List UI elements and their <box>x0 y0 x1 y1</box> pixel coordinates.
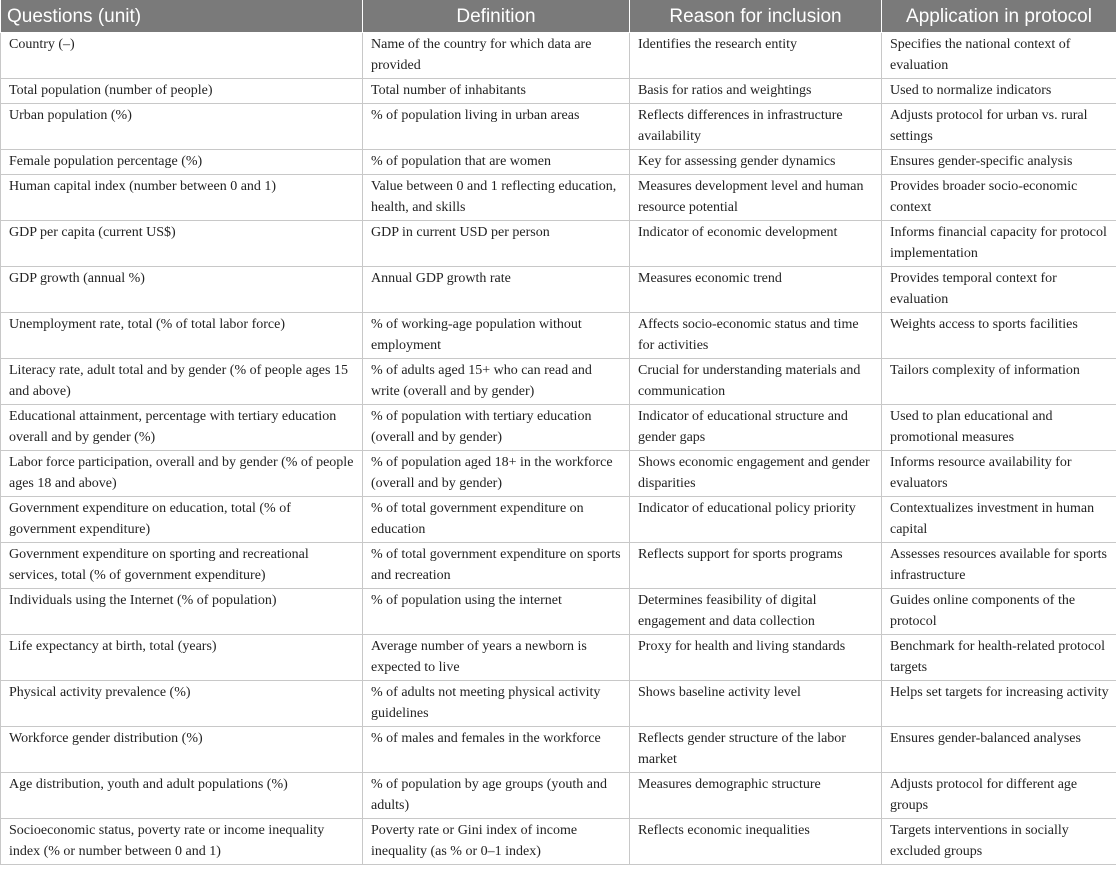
cell-reason: Affects socio-economic status and time for activities <box>630 313 882 359</box>
cell-question: Human capital index (number between 0 and 1) <box>1 175 363 221</box>
cell-application: Informs financial capacity for protocol implementation <box>882 221 1116 267</box>
cell-definition: Name of the country for which data are provided <box>363 33 630 79</box>
table-row <box>1 727 1116 773</box>
cell-application: Contextualizes investment in human capital <box>882 497 1116 543</box>
table-row <box>1 497 1116 543</box>
cell-reason: Reflects gender structure of the labor market <box>630 727 882 773</box>
table-row <box>1 819 1116 865</box>
cell-definition: % of working-age population without employment <box>363 313 630 359</box>
cell-question: Individuals using the Internet (% of population) <box>1 589 363 635</box>
header-questions: Questions (unit) <box>1 0 363 33</box>
cell-definition: Poverty rate or Gini index of income inequality (as % or 0–1 index) <box>363 819 630 865</box>
table-row <box>1 681 1116 727</box>
table-row <box>1 589 1116 635</box>
cell-question: Female population percentage (%) <box>1 150 363 175</box>
cell-reason: Determines feasibility of digital engagement and data collection <box>630 589 882 635</box>
table-row <box>1 267 1116 313</box>
table-row <box>1 773 1116 819</box>
cell-definition: Total number of inhabitants <box>363 79 630 104</box>
table-row <box>1 79 1116 104</box>
table-row <box>1 359 1116 405</box>
cell-application: Weights access to sports facilities <box>882 313 1116 359</box>
cell-application: Informs resource availability for evaluators <box>882 451 1116 497</box>
cell-application: Specifies the national context of evaluation <box>882 33 1116 79</box>
cell-application: Used to normalize indicators <box>882 79 1116 104</box>
table-body <box>1 33 1116 865</box>
cell-question: Literacy rate, adult total and by gender (% of people ages 15 and above) <box>1 359 363 405</box>
cell-definition: % of total government expenditure on education <box>363 497 630 543</box>
cell-application: Adjusts protocol for urban vs. rural settings <box>882 104 1116 150</box>
cell-definition: Average number of years a newborn is expected to live <box>363 635 630 681</box>
cell-question: Country (–) <box>1 33 363 79</box>
cell-reason: Shows economic engagement and gender disparities <box>630 451 882 497</box>
cell-reason: Reflects economic inequalities <box>630 819 882 865</box>
cell-definition: Value between 0 and 1 reflecting education, health, and skills <box>363 175 630 221</box>
cell-definition: % of population living in urban areas <box>363 104 630 150</box>
header-application: Application in protocol <box>882 0 1116 33</box>
cell-reason: Measures demographic structure <box>630 773 882 819</box>
cell-application: Targets interventions in socially excluded groups <box>882 819 1116 865</box>
cell-question: Government expenditure on sporting and recreational services, total (% of government expenditure) <box>1 543 363 589</box>
cell-definition: % of adults not meeting physical activity guidelines <box>363 681 630 727</box>
cell-question: Labor force participation, overall and by gender (% of people ages 18 and above) <box>1 451 363 497</box>
table-row <box>1 33 1116 79</box>
cell-reason: Proxy for health and living standards <box>630 635 882 681</box>
table-row <box>1 221 1116 267</box>
cell-question: GDP per capita (current US$) <box>1 221 363 267</box>
cell-definition: % of population with tertiary education (overall and by gender) <box>363 405 630 451</box>
cell-question: Total population (number of people) <box>1 79 363 104</box>
cell-reason: Basis for ratios and weightings <box>630 79 882 104</box>
cell-reason: Identifies the research entity <box>630 33 882 79</box>
cell-definition: Annual GDP growth rate <box>363 267 630 313</box>
cell-reason: Indicator of educational structure and gender gaps <box>630 405 882 451</box>
cell-question: GDP growth (annual %) <box>1 267 363 313</box>
cell-application: Used to plan educational and promotional measures <box>882 405 1116 451</box>
header-row <box>1 0 1116 33</box>
cell-definition: % of population by age groups (youth and adults) <box>363 773 630 819</box>
header-reason: Reason for inclusion <box>630 0 882 33</box>
cell-reason: Measures development level and human resource potential <box>630 175 882 221</box>
cell-reason: Indicator of educational policy priority <box>630 497 882 543</box>
cell-definition: % of population using the internet <box>363 589 630 635</box>
cell-reason: Shows baseline activity level <box>630 681 882 727</box>
cell-reason: Reflects differences in infrastructure availability <box>630 104 882 150</box>
cell-reason: Crucial for understanding materials and communication <box>630 359 882 405</box>
cell-question: Age distribution, youth and adult populations (%) <box>1 773 363 819</box>
cell-definition: GDP in current USD per person <box>363 221 630 267</box>
header-definition: Definition <box>363 0 630 33</box>
cell-reason: Measures economic trend <box>630 267 882 313</box>
cell-definition: % of population that are women <box>363 150 630 175</box>
cell-application: Ensures gender-balanced analyses <box>882 727 1116 773</box>
cell-question: Educational attainment, percentage with tertiary education overall and by gender (%) <box>1 405 363 451</box>
cell-question: Workforce gender distribution (%) <box>1 727 363 773</box>
cell-application: Guides online components of the protocol <box>882 589 1116 635</box>
table-row <box>1 175 1116 221</box>
cell-application: Provides broader socio-economic context <box>882 175 1116 221</box>
cell-application: Helps set targets for increasing activity <box>882 681 1116 727</box>
table-row <box>1 150 1116 175</box>
table-row <box>1 313 1116 359</box>
cell-question: Socioeconomic status, poverty rate or income inequality index (% or number between 0 and 1) <box>1 819 363 865</box>
cell-application: Assesses resources available for sports infrastructure <box>882 543 1116 589</box>
cell-reason: Reflects support for sports programs <box>630 543 882 589</box>
cell-application: Benchmark for health-related protocol targets <box>882 635 1116 681</box>
cell-application: Tailors complexity of information <box>882 359 1116 405</box>
cell-application: Provides temporal context for evaluation <box>882 267 1116 313</box>
cell-definition: % of total government expenditure on sports and recreation <box>363 543 630 589</box>
cell-reason: Indicator of economic development <box>630 221 882 267</box>
table-row <box>1 635 1116 681</box>
cell-application: Adjusts protocol for different age groups <box>882 773 1116 819</box>
table-row <box>1 405 1116 451</box>
table-row <box>1 451 1116 497</box>
cell-question: Urban population (%) <box>1 104 363 150</box>
cell-question: Life expectancy at birth, total (years) <box>1 635 363 681</box>
cell-question: Physical activity prevalence (%) <box>1 681 363 727</box>
cell-question: Government expenditure on education, total (% of government expenditure) <box>1 497 363 543</box>
cell-question: Unemployment rate, total (% of total labor force) <box>1 313 363 359</box>
cell-definition: % of population aged 18+ in the workforce (overall and by gender) <box>363 451 630 497</box>
table-row <box>1 543 1116 589</box>
cell-reason: Key for assessing gender dynamics <box>630 150 882 175</box>
cell-application: Ensures gender-specific analysis <box>882 150 1116 175</box>
table-header <box>1 0 1116 33</box>
table-row <box>1 104 1116 150</box>
cell-definition: % of adults aged 15+ who can read and write (overall and by gender) <box>363 359 630 405</box>
cell-definition: % of males and females in the workforce <box>363 727 630 773</box>
